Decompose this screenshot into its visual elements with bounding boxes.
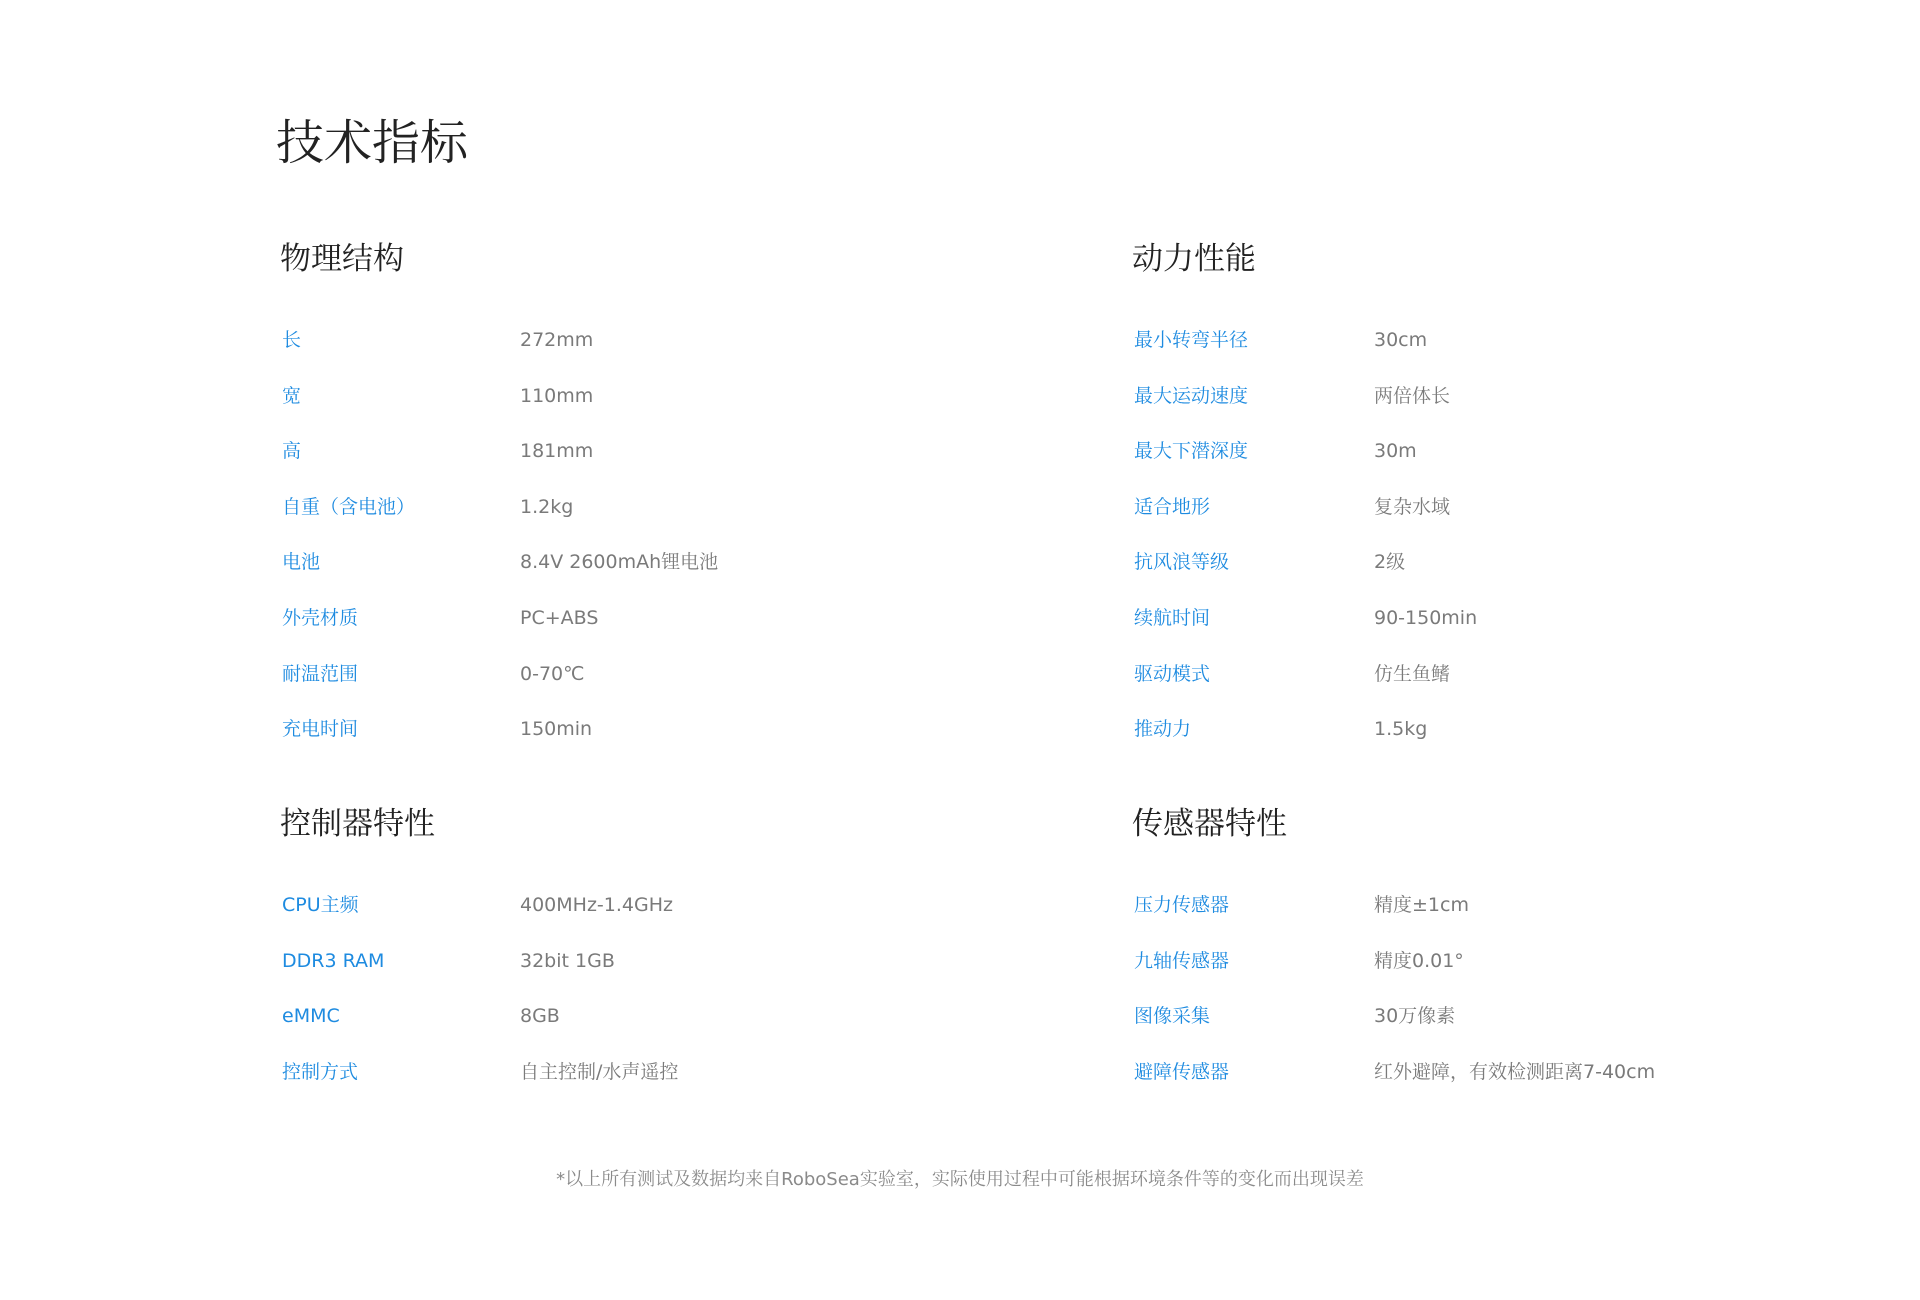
spec-value: 1.5kg xyxy=(1374,718,1428,741)
spec-value: 8.4V 2600mAh锂电池 xyxy=(520,551,719,574)
spec-label: 自重（含电池） xyxy=(282,495,416,518)
spec-value: 110mm xyxy=(520,384,594,407)
spec-label: 抗风浪等级 xyxy=(1134,551,1230,574)
spec-label: 避障传感器 xyxy=(1134,1060,1230,1083)
spec-label: eMMC xyxy=(282,1005,340,1028)
spec-value: 精度±1cm xyxy=(1374,894,1469,916)
spec-value: 精度0.01° xyxy=(1374,949,1464,972)
spec-row-max-speed xyxy=(1132,383,1832,439)
spec-row-charge-time xyxy=(280,716,980,772)
spec-label: DDR3 RAM xyxy=(282,949,385,972)
spec-row-control-mode xyxy=(280,1059,980,1115)
spec-value: PC+ABS xyxy=(520,606,599,629)
spec-value: 30cm xyxy=(1374,329,1428,351)
spec-value: 红外避障，有效检测距离7-40cm xyxy=(1374,1060,1656,1083)
spec-row-emmc xyxy=(280,1003,980,1059)
spec-value: 8GB xyxy=(520,1005,560,1028)
spec-row-temperature-range xyxy=(280,661,980,717)
spec-label: 适合地形 xyxy=(1134,495,1211,518)
spec-value: 0-70℃ xyxy=(520,662,585,685)
spec-value: 两倍体长 xyxy=(1374,384,1451,407)
controller-section xyxy=(280,801,980,1114)
spec-label: 外壳材质 xyxy=(282,606,359,629)
spec-label: 九轴传感器 xyxy=(1134,949,1230,972)
spec-row-pressure-sensor xyxy=(1132,892,1832,948)
spec-label: CPU主频 xyxy=(282,894,359,916)
spec-value: 30万像素 xyxy=(1374,1005,1456,1028)
spec-label: 驱动模式 xyxy=(1134,662,1211,685)
spec-list xyxy=(1132,327,1832,772)
spec-label: 宽 xyxy=(282,384,302,407)
spec-value: 自主控制/水声遥控 xyxy=(520,1060,679,1083)
spec-row-battery xyxy=(280,549,980,605)
spec-label: 控制方式 xyxy=(282,1060,359,1083)
spec-row-image-capture xyxy=(1132,1003,1832,1059)
spec-label: 最小转弯半径 xyxy=(1134,329,1249,351)
spec-row-weight xyxy=(280,494,980,550)
spec-label: 电池 xyxy=(282,551,321,574)
spec-list xyxy=(280,892,980,1114)
spec-value: 仿生鱼鳍 xyxy=(1374,662,1451,685)
spec-value: 1.2kg xyxy=(520,495,574,518)
section-title: 控制器特性 xyxy=(280,806,435,842)
footnote: *以上所有测试及数据均来自RoboSea实验室，实际使用过程中可能根据环境条件等的变化而出现误差 xyxy=(556,1169,1364,1190)
physical-structure-section xyxy=(280,236,980,772)
spec-label: 图像采集 xyxy=(1134,1005,1211,1028)
power-performance-section xyxy=(1132,236,1832,772)
spec-value: 181mm xyxy=(520,440,594,463)
spec-list xyxy=(1132,892,1832,1114)
spec-row-thrust xyxy=(1132,716,1832,772)
spec-label: 充电时间 xyxy=(282,718,359,741)
spec-value: 90-150min xyxy=(1374,606,1478,629)
spec-row-max-depth xyxy=(1132,438,1832,494)
spec-label: 最大运动速度 xyxy=(1134,384,1249,407)
spec-label: 续航时间 xyxy=(1134,606,1211,629)
spec-label: 压力传感器 xyxy=(1134,894,1230,916)
spec-row-cpu xyxy=(280,892,980,948)
spec-label: 高 xyxy=(282,440,302,463)
spec-row-terrain xyxy=(1132,494,1832,550)
spec-row-obstacle-sensor xyxy=(1132,1059,1832,1115)
spec-value: 150min xyxy=(520,718,593,741)
spec-list xyxy=(280,327,980,772)
sensor-section xyxy=(1132,801,1832,1114)
spec-row-length xyxy=(280,327,980,383)
spec-row-drive-mode xyxy=(1132,661,1832,717)
section-title: 动力性能 xyxy=(1132,241,1256,277)
spec-row-shell-material xyxy=(280,605,980,661)
spec-label: 最大下潜深度 xyxy=(1134,440,1249,463)
spec-row-turning-radius xyxy=(1132,327,1832,383)
section-title: 传感器特性 xyxy=(1132,806,1287,842)
spec-value: 32bit 1GB xyxy=(520,949,615,972)
spec-row-endurance xyxy=(1132,605,1832,661)
spec-label: 推动力 xyxy=(1134,718,1192,741)
spec-row-nine-axis-sensor xyxy=(1132,948,1832,1004)
spec-value: 400MHz-1.4GHz xyxy=(520,894,673,916)
spec-label: 耐温范围 xyxy=(282,662,359,685)
section-title: 物理结构 xyxy=(280,241,404,277)
spec-row-height xyxy=(280,438,980,494)
spec-value: 2级 xyxy=(1374,551,1406,574)
spec-value: 复杂水域 xyxy=(1374,495,1451,518)
spec-row-width xyxy=(280,383,980,439)
page-title: 技术指标 xyxy=(276,115,469,171)
spec-row-ram xyxy=(280,948,980,1004)
spec-row-wave-resistance xyxy=(1132,549,1832,605)
spec-value: 30m xyxy=(1374,440,1417,463)
spec-value: 272mm xyxy=(520,329,594,351)
spec-label: 长 xyxy=(282,329,302,351)
